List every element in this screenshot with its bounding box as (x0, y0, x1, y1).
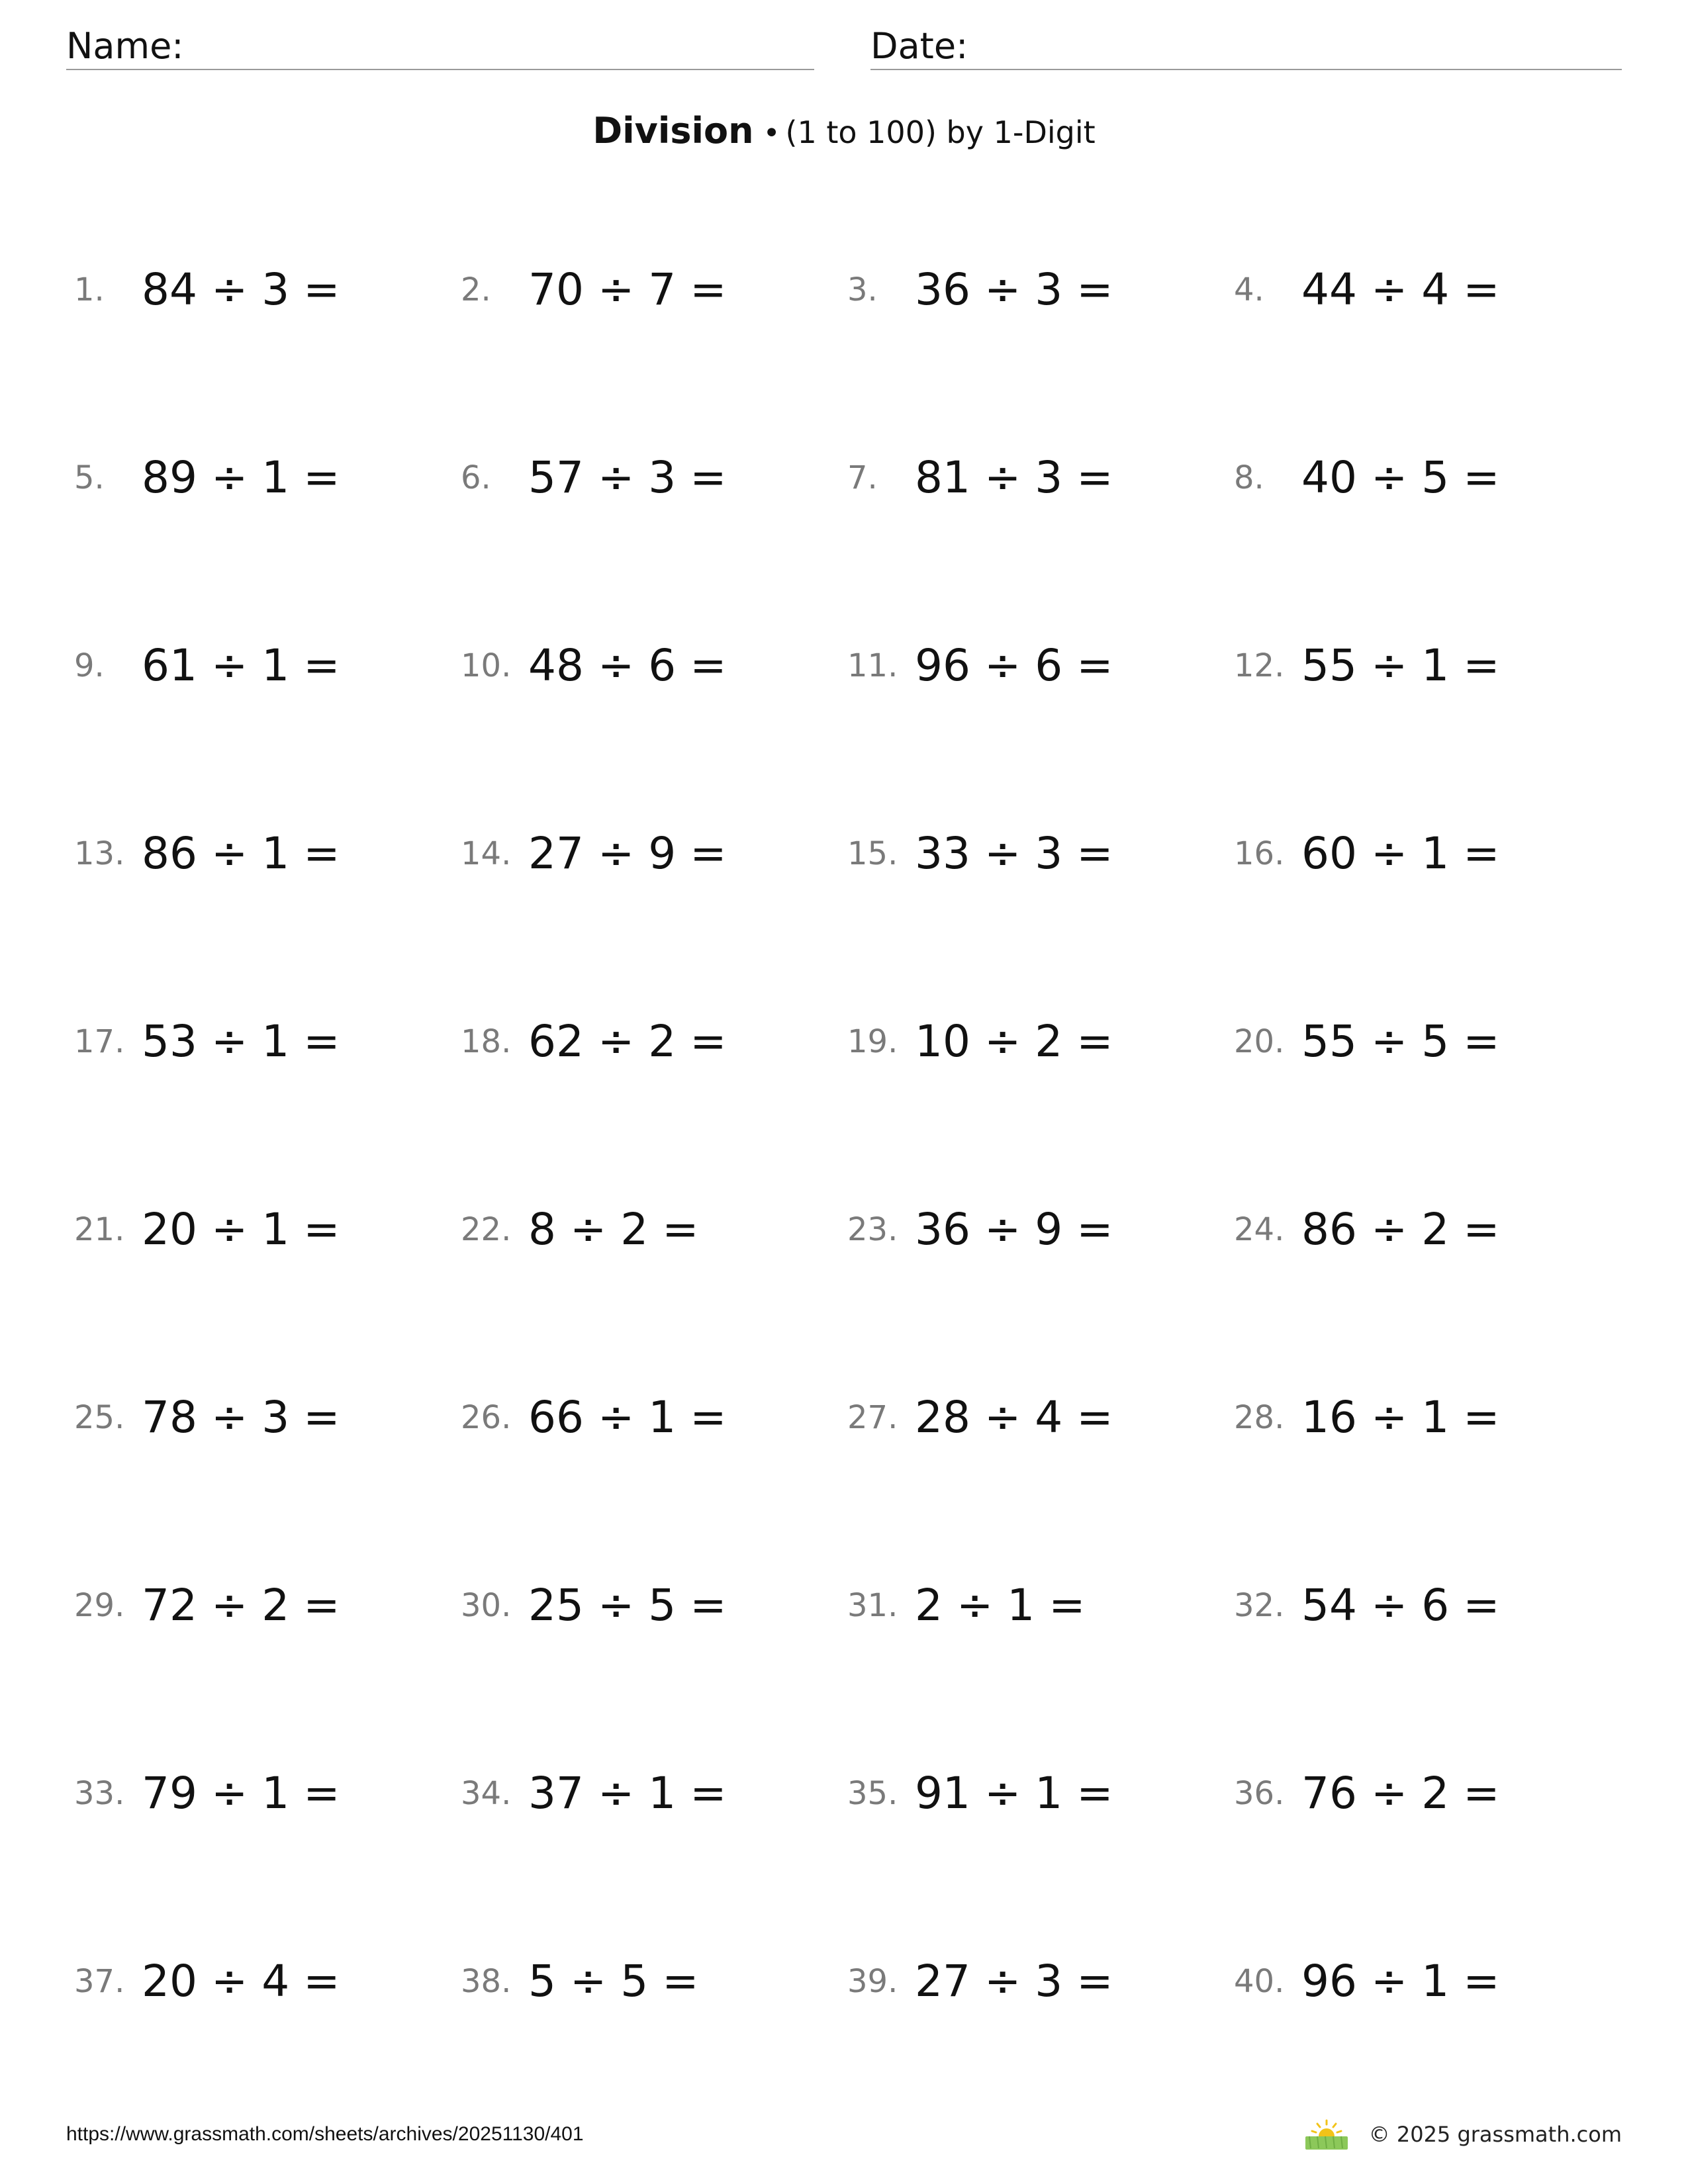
problem-number: 27. (847, 1399, 898, 1436)
problem-number: 38. (461, 1963, 512, 2000)
problem-item (461, 257, 831, 323)
problem-number: 12. (1234, 647, 1285, 684)
problem-expression: 5 ÷ 5 = (528, 1956, 699, 2007)
problem-expression: 40 ÷ 5 = (1301, 452, 1500, 503)
problem-item (1234, 1385, 1605, 1451)
problem-number: 16. (1234, 835, 1285, 872)
problem-number: 31. (847, 1587, 898, 1624)
footer-url[interactable]: https://www.grassmath.com/sheets/archives/20251130/401 (66, 2123, 584, 2145)
problem-expression: 27 ÷ 3 = (915, 1956, 1113, 2007)
problem-number: 8. (1234, 459, 1264, 496)
problem-expression: 44 ÷ 4 = (1301, 264, 1500, 315)
problem-number: 9. (74, 647, 105, 684)
problem-number: 34. (461, 1775, 512, 1812)
problem-item (74, 1197, 445, 1263)
problem-expression: 72 ÷ 2 = (142, 1580, 340, 1631)
title-main: Division (592, 110, 754, 152)
title-separator: • (763, 116, 780, 150)
problem-number: 25. (74, 1399, 125, 1436)
problem-item (1234, 445, 1605, 511)
problem-expression: 36 ÷ 9 = (915, 1204, 1113, 1255)
problem-expression: 25 ÷ 5 = (528, 1580, 727, 1631)
problem-item (847, 1197, 1218, 1263)
problem-number: 36. (1234, 1775, 1285, 1812)
problem-number: 22. (461, 1211, 512, 1248)
problem-expression: 86 ÷ 1 = (142, 828, 340, 879)
problem-expression: 28 ÷ 4 = (915, 1392, 1113, 1443)
problem-item (847, 633, 1218, 699)
problem-expression: 62 ÷ 2 = (528, 1016, 727, 1067)
problem-item (1234, 1948, 1605, 2015)
problem-number: 26. (461, 1399, 512, 1436)
problem-item (74, 1948, 445, 2015)
problem-expression: 61 ÷ 1 = (142, 640, 340, 691)
problem-item (847, 1760, 1218, 1827)
problem-item (1234, 821, 1605, 887)
problem-item (1234, 1760, 1605, 1827)
problem-number: 1. (74, 271, 105, 308)
problem-expression: 81 ÷ 3 = (915, 452, 1113, 503)
problem-number: 33. (74, 1775, 125, 1812)
problem-item (74, 1009, 445, 1075)
problem-item (74, 1760, 445, 1827)
problem-expression: 55 ÷ 5 = (1301, 1016, 1500, 1067)
problem-item (1234, 257, 1605, 323)
problem-expression: 60 ÷ 1 = (1301, 828, 1500, 879)
problem-item (461, 445, 831, 511)
problem-item (74, 633, 445, 699)
problem-number: 37. (74, 1963, 125, 2000)
problem-number: 20. (1234, 1023, 1285, 1060)
problem-number: 10. (461, 647, 512, 684)
problem-number: 32. (1234, 1587, 1285, 1624)
problem-item (461, 1197, 831, 1263)
problem-item (461, 633, 831, 699)
name-field[interactable] (66, 24, 814, 70)
problem-number: 15. (847, 835, 898, 872)
problem-item (847, 821, 1218, 887)
problem-number: 7. (847, 459, 878, 496)
date-label: Date: (870, 25, 968, 67)
problem-number: 35. (847, 1775, 898, 1812)
problem-expression: 54 ÷ 6 = (1301, 1580, 1500, 1631)
problem-expression: 55 ÷ 1 = (1301, 640, 1500, 691)
problem-expression: 20 ÷ 4 = (142, 1956, 340, 2007)
problem-number: 3. (847, 271, 878, 308)
problem-number: 18. (461, 1023, 512, 1060)
problem-expression: 96 ÷ 6 = (915, 640, 1113, 691)
problem-item (847, 1572, 1218, 1639)
problem-item (847, 1385, 1218, 1451)
problem-number: 23. (847, 1211, 898, 1248)
date-field[interactable] (870, 24, 1622, 70)
problem-number: 40. (1234, 1963, 1285, 2000)
problem-item (74, 821, 445, 887)
problem-number: 19. (847, 1023, 898, 1060)
title-subtitle: (1 to 100) by 1-Digit (785, 114, 1096, 150)
problem-expression: 36 ÷ 3 = (915, 264, 1113, 315)
problem-item (1234, 1009, 1605, 1075)
problem-expression: 79 ÷ 1 = (142, 1768, 340, 1819)
problem-expression: 84 ÷ 3 = (142, 264, 340, 315)
problem-number: 14. (461, 835, 512, 872)
problem-item (461, 1948, 831, 2015)
worksheet-title (0, 105, 1688, 166)
problem-item (74, 257, 445, 323)
problem-expression: 10 ÷ 2 = (915, 1016, 1113, 1067)
problem-expression: 27 ÷ 9 = (528, 828, 727, 879)
problem-expression: 89 ÷ 1 = (142, 452, 340, 503)
problem-item (1234, 1572, 1605, 1639)
problem-expression: 16 ÷ 1 = (1301, 1392, 1500, 1443)
problem-expression: 37 ÷ 1 = (528, 1768, 727, 1819)
problem-item (847, 257, 1218, 323)
problem-number: 4. (1234, 271, 1264, 308)
problem-number: 21. (74, 1211, 125, 1248)
footer-copyright: © 2025 grassmath.com (1368, 2122, 1622, 2147)
problem-item (461, 821, 831, 887)
problem-item (847, 1009, 1218, 1075)
problem-item (461, 1760, 831, 1827)
problem-expression: 33 ÷ 3 = (915, 828, 1113, 879)
problem-number: 11. (847, 647, 898, 684)
problem-item (1234, 633, 1605, 699)
footer-brand (1304, 2115, 1622, 2154)
problem-number: 17. (74, 1023, 125, 1060)
problem-item (461, 1009, 831, 1075)
problem-number: 29. (74, 1587, 125, 1624)
problem-expression: 66 ÷ 1 = (528, 1392, 727, 1443)
problem-item (74, 1572, 445, 1639)
problem-item (847, 445, 1218, 511)
problem-number: 2. (461, 271, 491, 308)
problem-expression: 2 ÷ 1 = (915, 1580, 1086, 1631)
problem-expression: 48 ÷ 6 = (528, 640, 727, 691)
problem-number: 6. (461, 459, 491, 496)
problem-expression: 86 ÷ 2 = (1301, 1204, 1500, 1255)
problem-expression: 8 ÷ 2 = (528, 1204, 699, 1255)
problem-number: 28. (1234, 1399, 1285, 1436)
problem-expression: 76 ÷ 2 = (1301, 1768, 1500, 1819)
problem-expression: 70 ÷ 7 = (528, 264, 727, 315)
problem-number: 30. (461, 1587, 512, 1624)
problem-item (461, 1572, 831, 1639)
problem-expression: 53 ÷ 1 = (142, 1016, 340, 1067)
sun-over-grass-icon (1304, 2118, 1349, 2151)
problem-item (74, 1385, 445, 1451)
problem-item (847, 1948, 1218, 2015)
problem-item (1234, 1197, 1605, 1263)
problem-expression: 78 ÷ 3 = (142, 1392, 340, 1443)
problem-expression: 20 ÷ 1 = (142, 1204, 340, 1255)
problem-number: 24. (1234, 1211, 1285, 1248)
problem-expression: 57 ÷ 3 = (528, 452, 727, 503)
problem-item (74, 445, 445, 511)
problem-number: 5. (74, 459, 105, 496)
problem-expression: 96 ÷ 1 = (1301, 1956, 1500, 2007)
problem-expression: 91 ÷ 1 = (915, 1768, 1113, 1819)
problem-number: 39. (847, 1963, 898, 2000)
problem-number: 13. (74, 835, 125, 872)
name-label: Name: (66, 25, 184, 67)
problem-item (461, 1385, 831, 1451)
